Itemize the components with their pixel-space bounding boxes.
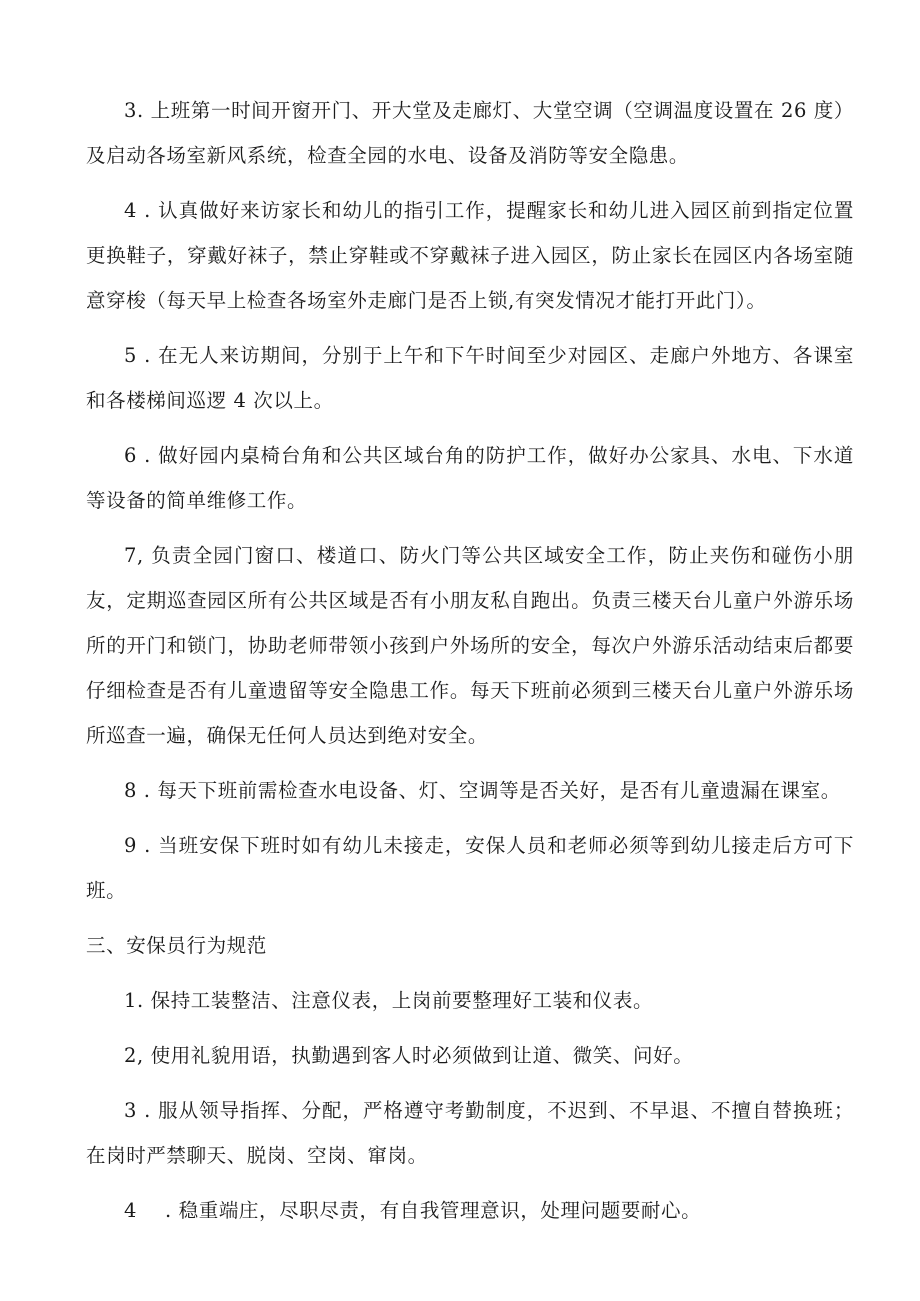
duty-item-3: 3. 上班第一时间开窗开门、开大堂及走廊灯、大堂空调（空调温度设置在 26 度）及启动各场室新风系统，检查全园的水电、设备及消防等安全隐患。	[86, 99, 854, 167]
duty-item-5: 5 . 在无人来访期间，分别于上午和下午时间至少对园区、走廊户外地方、各课室和各楼梯间巡逻 4 次以上。	[86, 344, 854, 412]
duty-item-8: 8 . 每天下班前需检查水电设备、灯、空调等是否关好，是否有儿童遗漏在课室。	[124, 779, 841, 802]
conduct-rule-4-text: . 稳重端庄，尽职尽责，有自我管理意识，处理问题要耐心。	[165, 1199, 702, 1222]
conduct-rule-2: 2, 使用礼貌用语，执勤遇到客人时必须做到让道、微笑、问好。	[124, 1044, 694, 1067]
conduct-rule-3: 3 . 服从领导指挥、分配，严格遵守考勤制度，不迟到、不早退、不擅自替换班；在岗时严禁聊天、脱岗、空岗、窜岗。	[86, 1099, 854, 1167]
duty-item-4: 4 . 认真做好来访家长和幼儿的指引工作，提醒家长和幼儿进入园区前到指定位置更换鞋子，穿戴好袜子，禁止穿鞋或不穿戴袜子进入园区，防止家长在园区内各场室随意穿梭（每天早上检查各场室外走廊门是否上锁,有突发情况才能打开此门）。	[86, 199, 854, 312]
conduct-rule-4	[86, 1188, 854, 1233]
duty-item-6: 6 . 做好园内桌椅台角和公共区域台角的防护工作，做好办公家具、水电、下水道等设备的简单维修工作。	[86, 444, 854, 512]
duty-item-7: 7, 负责全园门窗口、楼道口、防火门等公共区域安全工作，防止夹伤和碰伤小朋友，定期巡查园区所有公共区域是否有小朋友私自跑出。负责三楼天台儿童户外游乐场所的开门和锁门，协助老师带领小孩到户外场所的安全，每次户外游乐活动结束后都要仔细检查是否有儿童遗留等安全隐患工作。每天下班前必须到三楼天台儿童户外游乐场所巡查一遍，确保无任何人员达到绝对安全。	[86, 544, 854, 747]
section-heading: 三、安保员行为规范	[86, 934, 267, 957]
conduct-rule-1: 1. 保持工装整洁、注意仪表，上岗前要整理好工装和仪表。	[124, 989, 654, 1012]
document-body	[86, 88, 854, 1243]
duty-item-9: 9 . 当班安保下班时如有幼儿未接走，安保人员和老师必须等到幼儿接走后方可下班。	[86, 834, 854, 902]
conduct-rule-4-number: 4	[124, 1199, 138, 1222]
